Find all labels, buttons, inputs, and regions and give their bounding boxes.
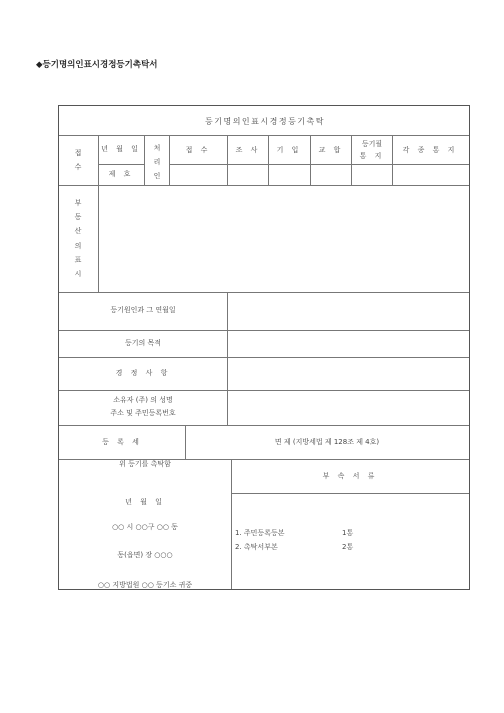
line-v-footer [231,459,232,589]
line-v-tax [185,425,186,459]
line-attachments-title-bottom [231,493,469,494]
line-header-bottom [59,185,469,186]
date-label: 년 월 일 [101,145,141,153]
notice-header-line1: 등기필 [361,140,383,148]
line-property-bottom [59,292,469,293]
line-v-date [144,135,145,185]
footer-date: 년 월 일 [125,498,165,506]
attachment-item-name: 2. 촉탁서부본 [235,543,278,551]
verification-column-header: 교 합 [318,146,344,154]
line-stamp-header-bottom [169,164,469,165]
line-owner-bottom [59,425,469,426]
attachment-item-count: 2통 [342,543,354,551]
notice-header-line2: 통 지 [359,152,385,160]
footer-court: ○○ 지방법원 ○○ 등기소 귀중 [97,581,193,589]
line-v-processor [169,135,170,185]
document-heading: ◆등기명의인표시경정등기촉탁서 [36,60,158,70]
receipt-column-header: 접 수 [185,146,211,154]
line-date-bottom [98,164,144,165]
footer-address: ○○ 시 ○○구 ○○ 동 [112,523,178,531]
attachment-item-count: 1통 [342,529,354,537]
owner-label-line1: 소유자 (주) 의 성명 [113,396,173,404]
registration-tax-value: 면 제 (지방세법 제 128조 제 4호) [274,438,380,446]
number-label: 제 호 [108,170,134,178]
receipt-vertical-label: 접 수 [74,149,82,172]
footer-chief: 동(읍면) 장 ○○○ [117,551,173,559]
owner-label-line2: 주소 및 주민등록번호 [110,409,176,417]
line-cause-bottom [59,330,469,331]
line-v-col3 [310,135,311,185]
attachment-item-name: 1. 주민등록등본 [235,529,285,537]
line-v-receipt [98,135,99,185]
line-v-rows [227,292,228,425]
line-v-property [98,185,99,292]
line-correction-bottom [59,390,469,391]
entry-column-header: 기 입 [276,146,302,154]
line-v-col5 [392,135,393,185]
registration-tax-label: 등 록 세 [102,438,142,446]
property-vertical-label: 부 동 산 의 표 시 [74,199,82,279]
form-title: 등기명의인표시경정등기촉탁 [205,117,325,126]
line-purpose-bottom [59,357,469,358]
investigation-column-header: 조 사 [235,146,261,154]
line-v-col1 [227,135,228,185]
processor-vertical-label: 처 리 인 [153,144,161,181]
request-text: 위 등기를 촉탁함 [119,460,171,468]
cause-date-label: 등기원인과 그 연월일 [110,306,176,314]
attachments-title: 부 속 서 류 [322,472,378,480]
purpose-label: 등기의 목적 [124,339,162,347]
notices-column-header: 각 종 통 지 [402,146,458,154]
correction-label: 경 정 사 항 [115,369,171,377]
line-title-bottom [59,135,469,136]
line-v-col2 [268,135,269,185]
line-v-col4 [351,135,352,185]
form-table [58,105,470,590]
